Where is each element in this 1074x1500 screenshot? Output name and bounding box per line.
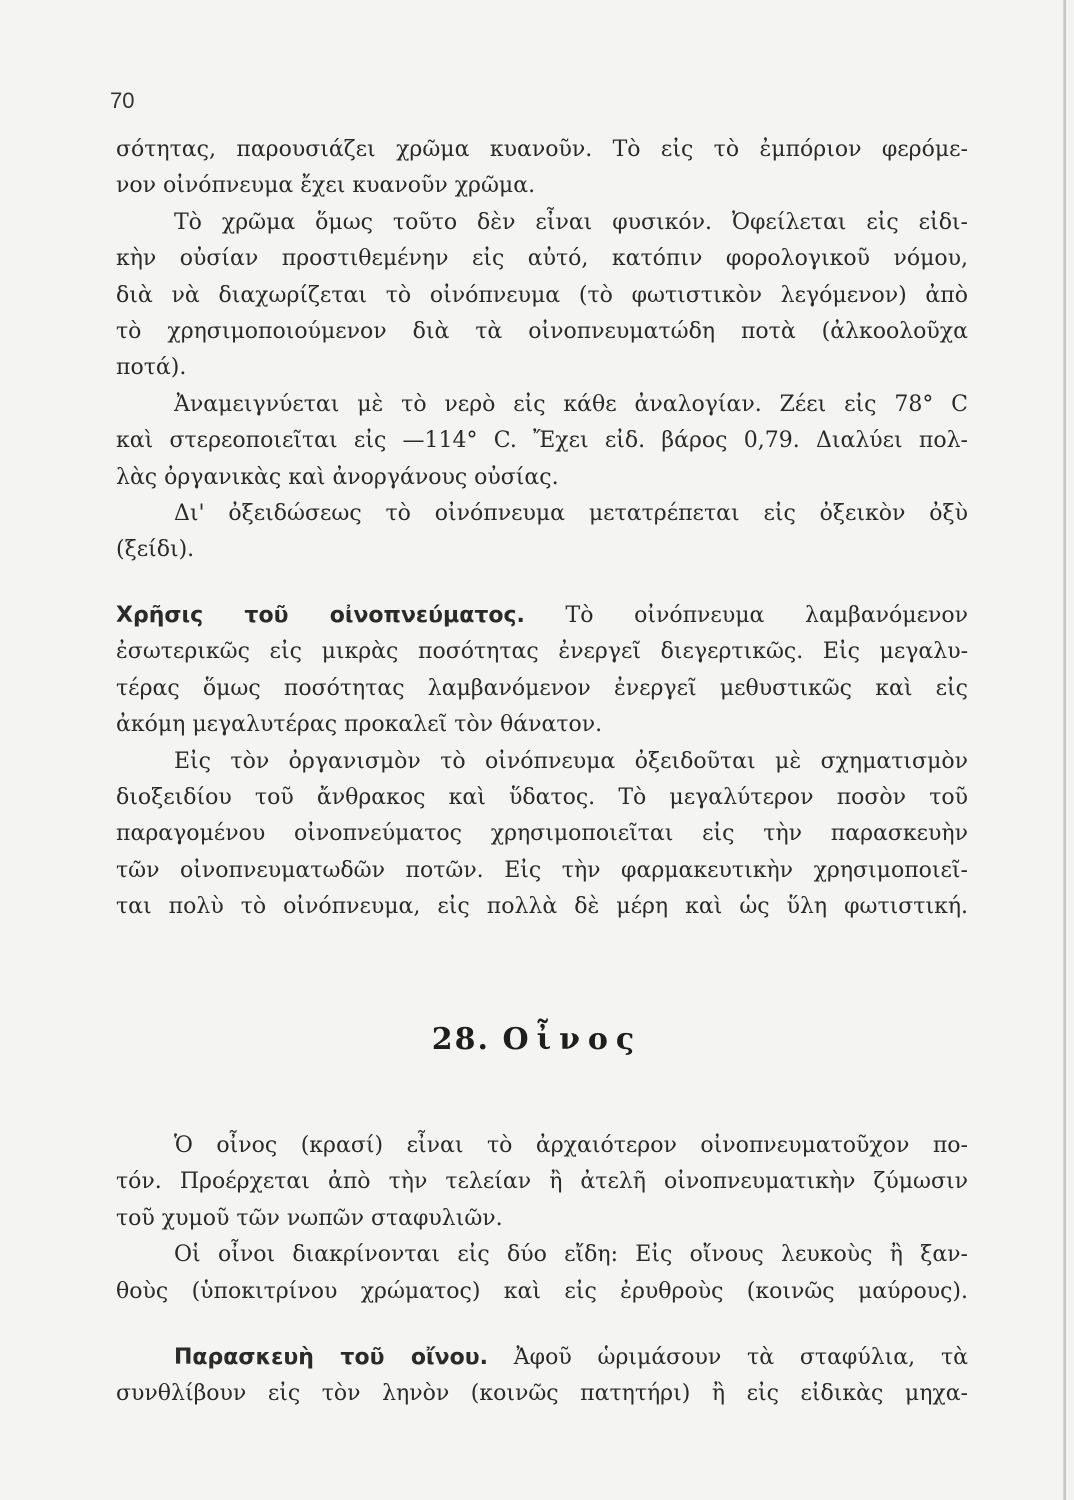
text-line bbox=[116, 1340, 968, 1376]
text-line: Δι' ὀξειδώσεως τὸ οἰνόπνευμα μετατρέπεται εἰς ὀξεικὸν ὀξὺ bbox=[174, 501, 968, 527]
text-line: θοὺς (ὑποκιτρίνου χρώματος) καὶ εἰς ἐρυθροὺς (κοινῶς μαύρους). bbox=[116, 1278, 968, 1304]
section-title-text: Οἶνος bbox=[502, 1022, 643, 1057]
text-line: τοῦ χυμοῦ τῶν νωπῶν σταφυλιῶν. bbox=[116, 1205, 503, 1231]
text-line: νον οἰνόπνευμα ἔχει κυανοῦν χρῶμα. bbox=[116, 173, 536, 199]
text-line: παραγομένου οἰνοπνεύματος χρησιμοποιεῖται εἰς τὴν παρασκευὴν bbox=[116, 821, 968, 847]
subheading-use-of-alcohol: Χρῆσις τοῦ οἰνοπνεύματος. bbox=[116, 603, 525, 628]
text-line: τῶν οἰνοπνευματωδῶν ποτῶν. Εἰς τὴν φαρμακευτικὴν χρησιμοποιεῖ- bbox=[116, 857, 968, 883]
text-line: καὶ στερεοποιεῖται εἰς —114° C. Ἔχει εἰδ. βάρος 0,79. Διαλύει πολ- bbox=[116, 428, 968, 454]
text-line: Οἱ οἶνοι διακρίνονται εἰς δύο εἴδη: Εἰς οἴνους λευκοὺς ἢ ξαν- bbox=[174, 1242, 968, 1268]
text-line: τὸ χρησιμοποιούμενον διὰ τὰ οἰνοπνευματώδη ποτὰ (ἀλκοολοῦχα bbox=[116, 319, 968, 345]
text-line: ποτά). bbox=[116, 355, 187, 381]
text-line: λὰς ὀργανικὰς καὶ ἀνοργάνους οὐσίας. bbox=[116, 464, 559, 490]
text-line: ται πολὺ τὸ οἰνόπνευμα, εἰς πολλὰ δὲ μέρη καὶ ὡς ὕλη φωτιστική. bbox=[116, 894, 968, 920]
text-line: συνθλίβουν εἰς τὸν ληνὸν (κοινῶς πατητήρι) ἢ εἰς εἰδικὰς μηχα- bbox=[116, 1381, 968, 1407]
paragraph-block-4 bbox=[116, 1340, 968, 1413]
text-line: κὴν οὐσίαν προστιθεμένην εἰς αὐτό, κατόπιν φορολογικοῦ νόμου, bbox=[116, 246, 968, 272]
text-line: τέρας ὅμως ποσότητας λαμβανόμενον ἐνεργεῖ μεθυστικῶς καὶ εἰς bbox=[116, 675, 968, 701]
text-fragment: Ἀφοῦ ὡριμάσουν τὰ σταφύλια, τὰ bbox=[513, 1345, 968, 1370]
paragraph-block-2 bbox=[116, 598, 968, 926]
text-line: σότητας, παρουσιάζει χρῶμα κυανοῦν. Τὸ εἰς τὸ ἐμπόριον φερόμε- bbox=[116, 137, 968, 162]
section-title bbox=[0, 1022, 1074, 1057]
paragraph-block-1 bbox=[116, 132, 968, 569]
page-edge bbox=[1063, 0, 1066, 1500]
text-line: Ὁ οἶνος (κρασί) εἶναι τὸ ἀρχαιότερον οἰνοπνευματοῦχον πο- bbox=[174, 1133, 968, 1158]
text-line bbox=[116, 598, 968, 634]
section-number: 28. bbox=[431, 1022, 490, 1057]
page-number: 70 bbox=[110, 88, 135, 113]
text-line: τόν. Προέρχεται ἀπὸ τὴν τελείαν ἢ ἀτελῆ οἰνοπνευματικὴν ζύμωσιν bbox=[116, 1169, 968, 1195]
subheading-wine-preparation: Παρασκευὴ τοῦ οἴνου. bbox=[174, 1345, 488, 1370]
text-line: διὰ νὰ διαχωρίζεται τὸ οἰνόπνευμα (τὸ φωτιστικὸν λεγόμενον) ἀπὸ bbox=[116, 282, 968, 308]
text-fragment: Τὸ οἰνόπνευμα λαμβανόμενον bbox=[565, 603, 968, 628]
text-line: Ἀναμειγνύεται μὲ τὸ νερὸ εἰς κάθε ἀναλογίαν. Ζέει εἰς 78° C bbox=[174, 391, 968, 417]
text-line: (ξείδι). bbox=[116, 537, 195, 563]
text-line: Τὸ χρῶμα ὅμως τοῦτο δὲν εἶναι φυσικόν. Ὀφείλεται εἰς εἰδι- bbox=[174, 209, 968, 235]
text-line: διοξειδίου τοῦ ἄνθρακος καὶ ὕδατος. Τὸ μεγαλύτερον ποσὸν τοῦ bbox=[116, 785, 968, 811]
text-line: ἀκόμη μεγαλυτέρας προκαλεῖ τὸν θάνατον. bbox=[116, 712, 603, 738]
text-line: ἐσωτερικῶς εἰς μικρὰς ποσότητας ἐνεργεῖ διεγερτικῶς. Εἰς μεγαλυ- bbox=[116, 639, 968, 665]
paragraph-block-3 bbox=[116, 1128, 968, 1310]
text-line: Εἰς τὸν ὀργανισμὸν τὸ οἰνόπνευμα ὀξειδοῦται μὲ σχηματισμὸν bbox=[174, 748, 968, 774]
